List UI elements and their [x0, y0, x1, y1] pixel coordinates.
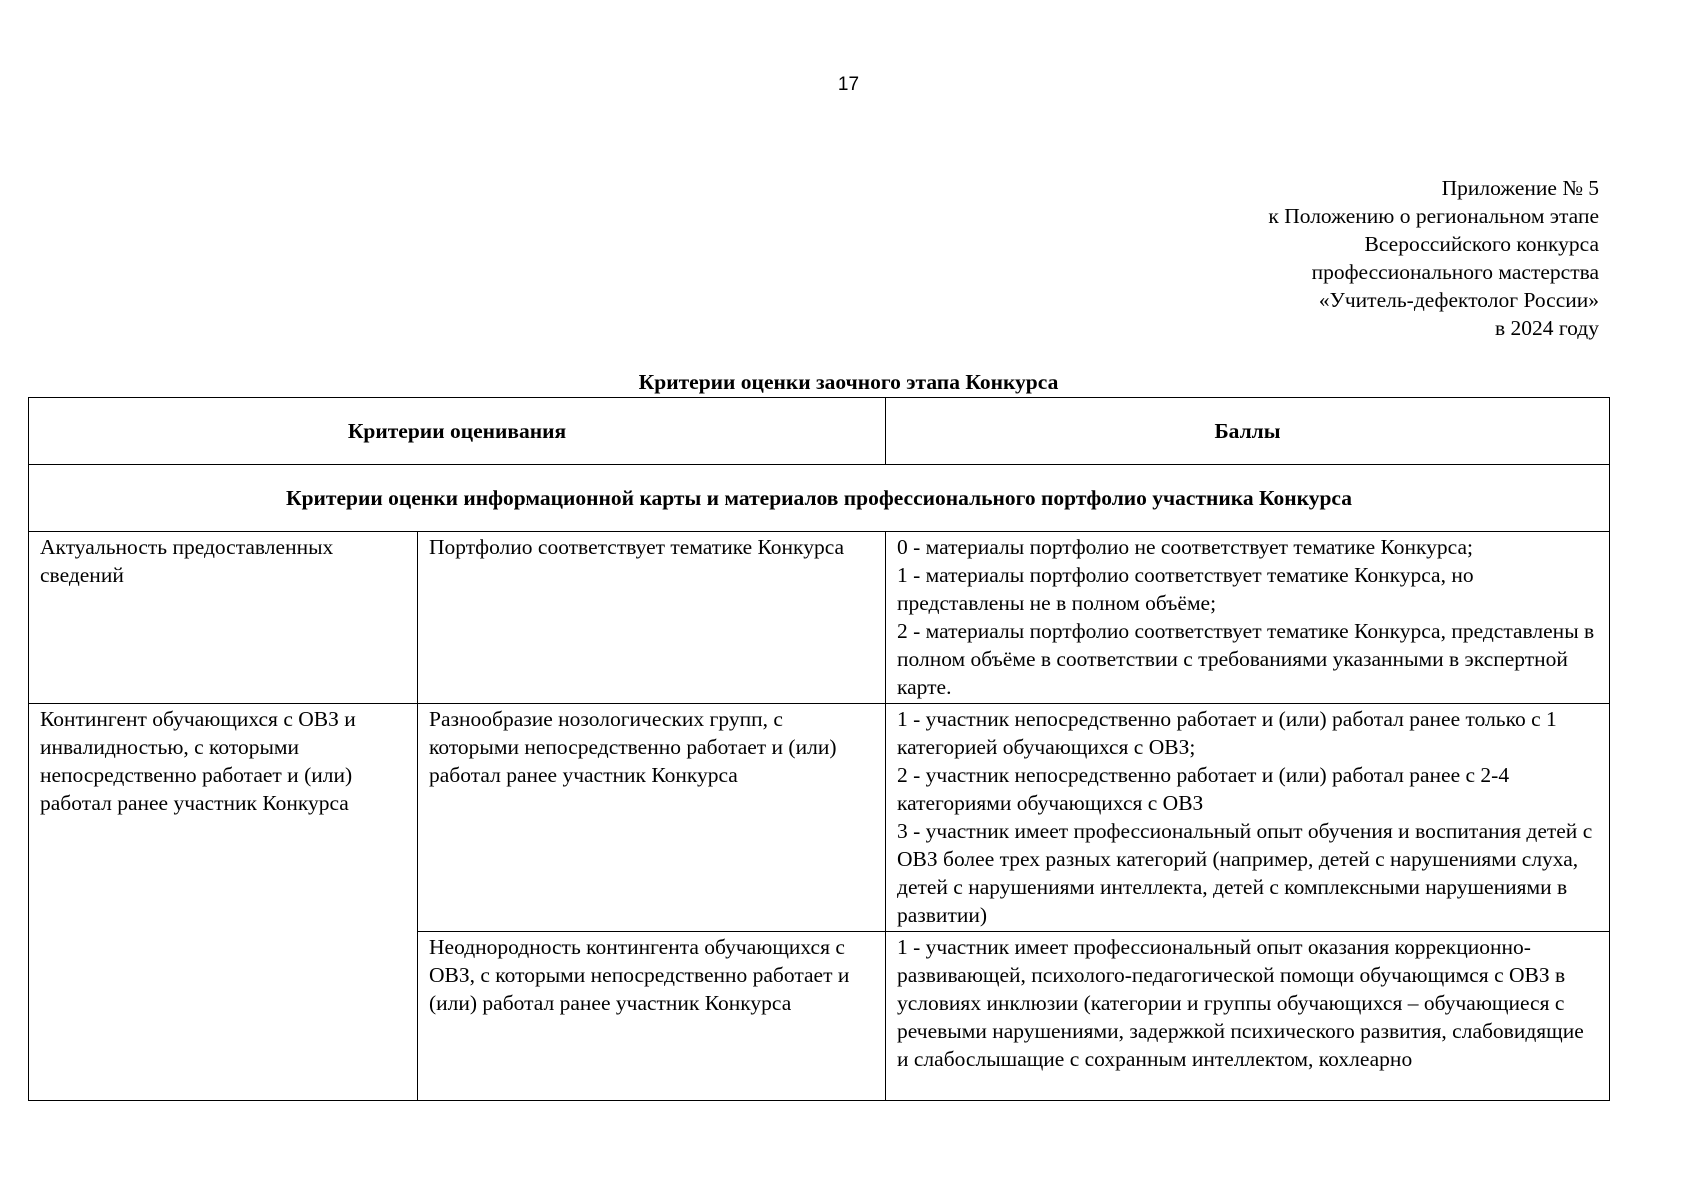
indicator-cell: Разнообразие нозологических групп, с которыми непосредственно работает и (или) работал ранее участник Конкурса — [418, 704, 886, 932]
appendix-line: к Положению о региональном этапе — [1268, 204, 1599, 228]
points-line: 2 - участник непосредственно работает и (или) работал ранее с 2-4 категориями обучающихся с ОВЗ — [897, 763, 1510, 815]
appendix-block — [1268, 174, 1599, 342]
points-line: 2 - материалы портфолио соответствует тематике Конкурса, представлены в полном объёме в соответствии с требованиями указанными в экспертной карте. — [897, 619, 1595, 699]
points-line: 1 - участник непосредственно работает и (или) работал ранее только с 1 категорией обучающихся с ОВЗ; — [897, 707, 1557, 759]
table-row — [29, 704, 1610, 932]
appendix-line: Приложение № 5 — [1441, 176, 1599, 200]
points-line: 3 - участник имеет профессиональный опыт обучения и воспитания детей с ОВЗ более трех разных категорий (например, детей с нарушениями слуха, детей с нарушениями интеллекта, детей с комплексными нарушениями в развитии) — [897, 819, 1593, 927]
header-criteria: Критерии оценивания — [29, 398, 886, 465]
table-header-row — [29, 398, 1610, 465]
points-cell — [886, 532, 1610, 704]
points-line: 0 - материалы портфолио не соответствует тематике Конкурса; — [897, 535, 1473, 559]
appendix-line: Всероссийского конкурса — [1364, 232, 1599, 256]
points-cell — [886, 704, 1610, 932]
appendix-line: в 2024 году — [1494, 316, 1599, 340]
section-row — [29, 465, 1610, 532]
indicator-cell: Портфолио соответствует тематике Конкурса — [418, 532, 886, 704]
header-points: Баллы — [886, 398, 1610, 465]
criteria-table — [28, 397, 1610, 1101]
table-row — [29, 532, 1610, 704]
points-cell — [886, 932, 1610, 1101]
section-title: Критерии оценки информационной карты и материалов профессионального портфолио участника Конкурса — [29, 465, 1610, 532]
page-number: 17 — [837, 74, 860, 95]
appendix-line: профессионального мастерства — [1311, 260, 1599, 284]
appendix-line: «Учитель-дефектолог России» — [1318, 288, 1599, 312]
document-title: Критерии оценки заочного этапа Конкурса — [638, 370, 1059, 394]
criterion-cell: Контингент обучающихся с ОВЗ и инвалидностью, с которыми непосредственно работает и (или) работал ранее участник Конкурса — [29, 704, 418, 1101]
indicator-cell: Неоднородность контингента обучающихся с ОВЗ, с которыми непосредственно работает и (или) работал ранее участник Конкурса — [418, 932, 886, 1101]
points-line: 1 - материалы портфолио соответствует тематике Конкурса, но представлены не в полном объёме; — [897, 563, 1474, 615]
criterion-cell: Актуальность предоставленных сведений — [29, 532, 418, 704]
points-line: 1 - участник имеет профессиональный опыт оказания коррекционно-развивающей, психолого-педагогической помощи обучающимся с ОВЗ в условиях инклюзии (категории и группы обучающихся – обучающиеся с речевыми нарушениями, задержкой психического развития, слабовидящие и слабослышащие с сохранным интеллектом, кохлеарно — [897, 935, 1584, 1071]
